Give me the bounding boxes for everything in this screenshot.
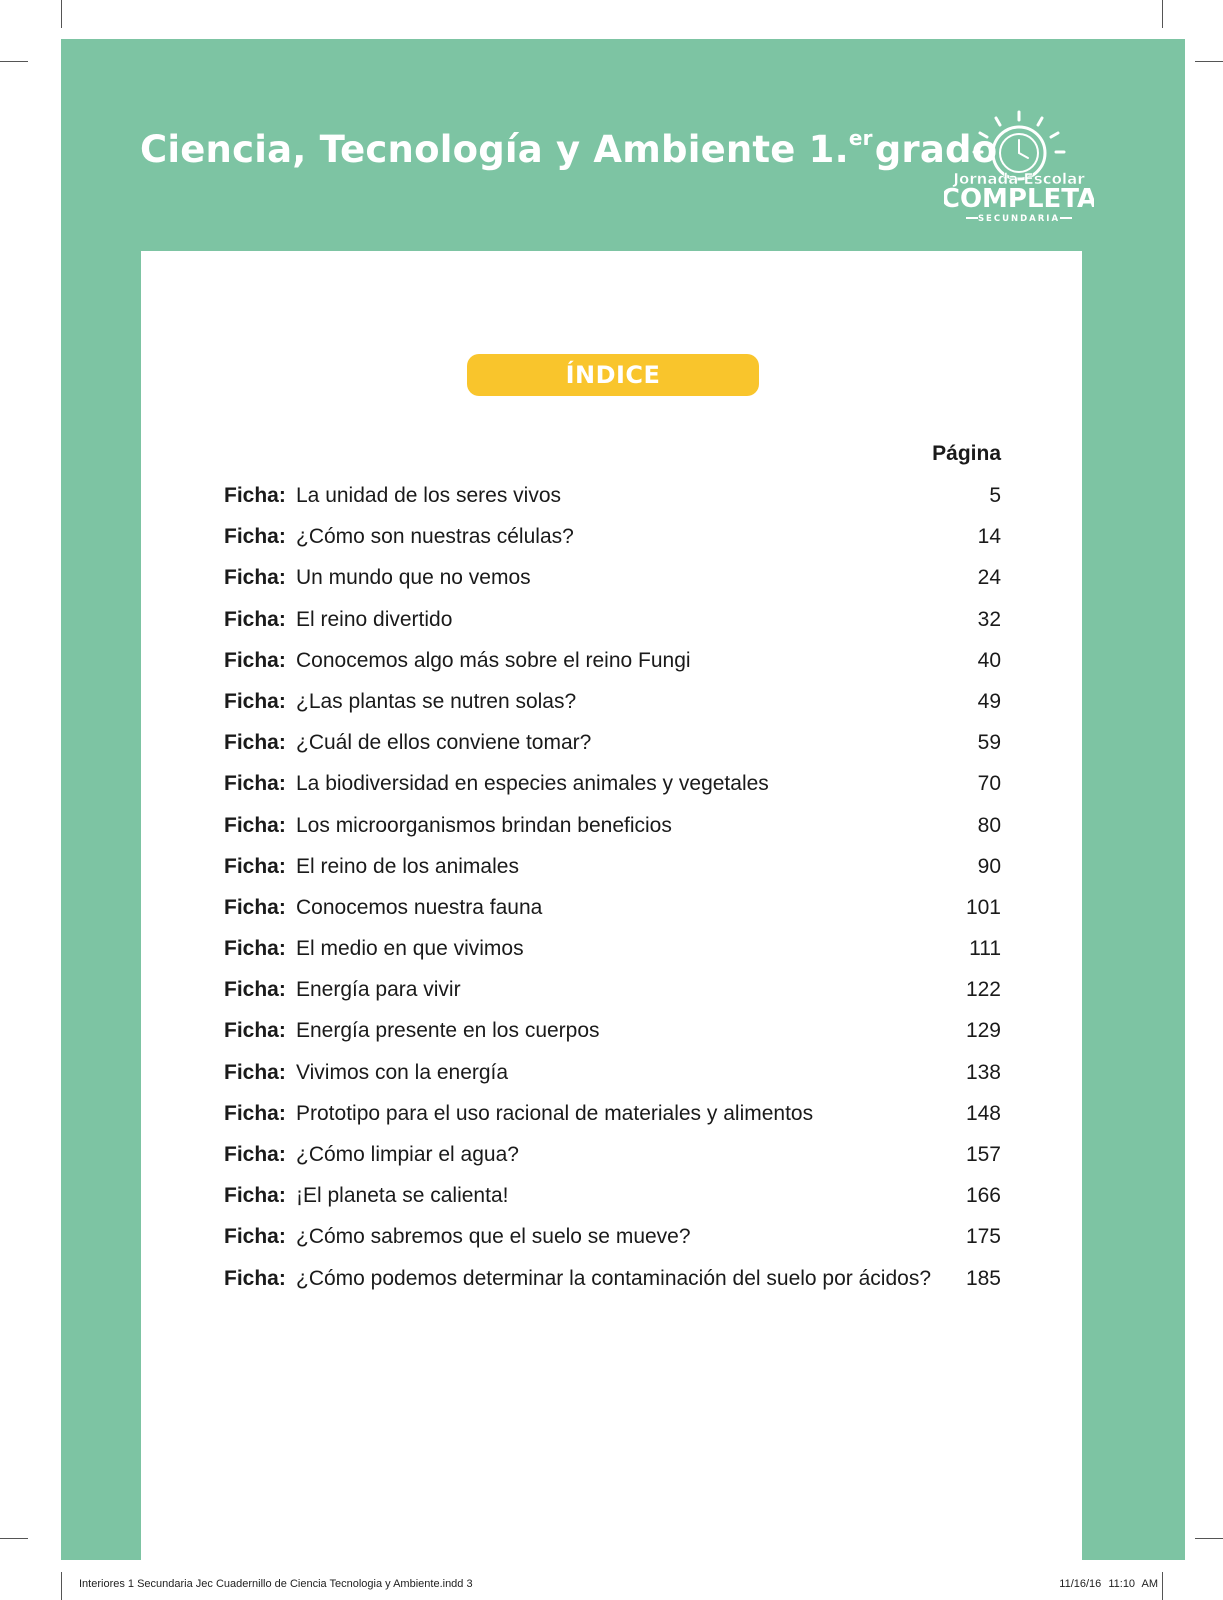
toc-entry-label: Ficha: [224,1225,286,1249]
toc-entry-title: ¿Cómo limpiar el agua? [296,1143,519,1166]
toc-entry-page: 122 [965,978,1001,1002]
toc-entry-title: Un mundo que no vemos [296,566,531,590]
toc-entry-page: 175 [965,1225,1001,1249]
toc-entry-label: Ficha: [224,648,286,672]
toc-entry [224,1184,1001,1225]
toc-entry-label: Ficha: [224,607,286,631]
toc-entry [224,731,1001,772]
title-end: grado [874,128,998,171]
toc-entry [224,690,1001,731]
toc-entry-title: ¿Cuál de ellos conviene tomar? [296,731,592,755]
program-logo [944,108,1094,226]
toc-entry-label: Ficha: [224,937,286,961]
toc-entry [224,772,1001,813]
toc-entry-title: ¿Cómo sabremos que el suelo se mueve? [296,1225,691,1249]
toc-entry-page: 138 [965,1060,1001,1084]
toc-entry-title: El reino divertido [296,607,453,631]
toc-entry-page: 32 [977,607,1001,631]
logo-line1: Jornada Escolar [953,170,1085,188]
toc-entry-page: 40 [977,648,1001,672]
toc-entry-label: Ficha: [224,1101,286,1125]
toc-entry-label: Ficha: [224,1143,286,1166]
toc-entry-title: ¡El planeta se calienta! [296,1184,509,1208]
toc-entry-title: El reino de los animales [296,854,519,878]
toc-entry-title: Energía para vivir [296,978,461,1002]
toc-entry-page: 49 [977,689,1001,713]
toc-entry-page: 14 [977,525,1001,549]
toc-entry-label: Ficha: [224,772,286,796]
logo-line2: COMPLETA [944,184,1094,214]
footer-timestamp: 11/16/16 11:10 AM [1059,1578,1158,1590]
crop-mark [1162,0,1163,28]
toc-entry-title: La unidad de los seres vivos [296,484,561,507]
toc-entry-title: Vivimos con la energía [296,1060,509,1084]
toc-entry-page: 166 [965,1184,1001,1208]
toc-entry-label: Ficha: [224,1266,286,1290]
toc-entry [224,1267,1001,1308]
toc-entry-page: 111 [969,937,1001,961]
toc-entry-label: Ficha: [224,1019,286,1043]
title-main: Ciencia, Tecnología y Ambiente 1. [140,128,849,171]
toc-entry-page: 24 [977,566,1001,590]
toc-entry [224,1143,1001,1184]
toc-entry-title: Los microorganismos brindan beneficios [296,813,672,837]
toc-entry [224,608,1001,649]
toc-entry-title: Conocemos nuestra fauna [296,895,543,919]
toc-entry [224,814,1001,855]
toc-entry-label: Ficha: [224,566,286,590]
toc-entry-label: Ficha: [224,854,286,878]
footer-file-info: Interiores 1 Secundaria Jec Cuadernillo de Ciencia Tecnologia y Ambiente.indd 3 [79,1578,473,1590]
toc-entry-page: 185 [965,1266,1001,1290]
title-superscript: er [848,125,873,150]
toc-entry [224,1102,1001,1143]
toc-entry-label: Ficha: [224,895,286,919]
table-of-contents [224,484,1001,1308]
toc-entry [224,566,1001,607]
crop-mark [1195,1538,1223,1539]
toc-entry [224,855,1001,896]
toc-entry-label: Ficha: [224,813,286,837]
toc-entry-page: 90 [977,854,1001,878]
toc-entry [224,649,1001,690]
toc-entry-page: 157 [965,1143,1001,1166]
toc-entry [224,525,1001,566]
sun-clock-icon [944,108,1094,226]
toc-entry-page: 101 [965,895,1001,919]
crop-mark [0,61,28,62]
toc-entry [224,1061,1001,1102]
toc-entry-title: La biodiversidad en especies animales y vegetales [296,772,769,796]
toc-entry-title: El medio en que vivimos [296,937,524,961]
toc-entry [224,937,1001,978]
toc-entry-title: Energía presente en los cuerpos [296,1019,600,1043]
toc-entry-page: 70 [977,772,1001,796]
toc-entry-page: 129 [965,1019,1001,1043]
crop-mark [0,1538,28,1539]
toc-entry-title: ¿Cómo podemos determinar la contaminación del suelo por ácidos? [296,1266,932,1290]
page-column-header: Página [932,442,1001,465]
toc-entry-title: ¿Cómo son nuestras células? [296,525,574,549]
toc-entry [224,896,1001,937]
toc-entry-label: Ficha: [224,731,286,755]
crop-mark [61,1572,62,1600]
toc-entry-title: ¿Las plantas se nutren solas? [296,689,577,713]
page-title [140,125,998,171]
logo-line3: SECUNDARIA [977,214,1061,224]
toc-entry-label: Ficha: [224,1184,286,1208]
toc-entry [224,1225,1001,1266]
toc-entry-label: Ficha: [224,484,286,507]
toc-entry-label: Ficha: [224,525,286,549]
toc-entry-label: Ficha: [224,689,286,713]
crop-mark [1195,61,1223,62]
toc-entry-page: 5 [989,484,1001,507]
toc-entry-label: Ficha: [224,978,286,1002]
toc-entry [224,978,1001,1019]
crop-mark [61,0,62,28]
toc-entry-label: Ficha: [224,1060,286,1084]
index-heading: ÍNDICE [467,354,759,396]
toc-entry-title: Conocemos algo más sobre el reino Fungi [296,648,691,672]
toc-entry [224,1019,1001,1060]
toc-entry-page: 59 [977,731,1001,755]
toc-entry-title: Prototipo para el uso racional de materiales y alimentos [296,1101,814,1125]
toc-entry-page: 80 [977,813,1001,837]
crop-mark [1162,1572,1163,1600]
toc-entry-page: 148 [965,1101,1001,1125]
toc-entry [224,484,1001,525]
